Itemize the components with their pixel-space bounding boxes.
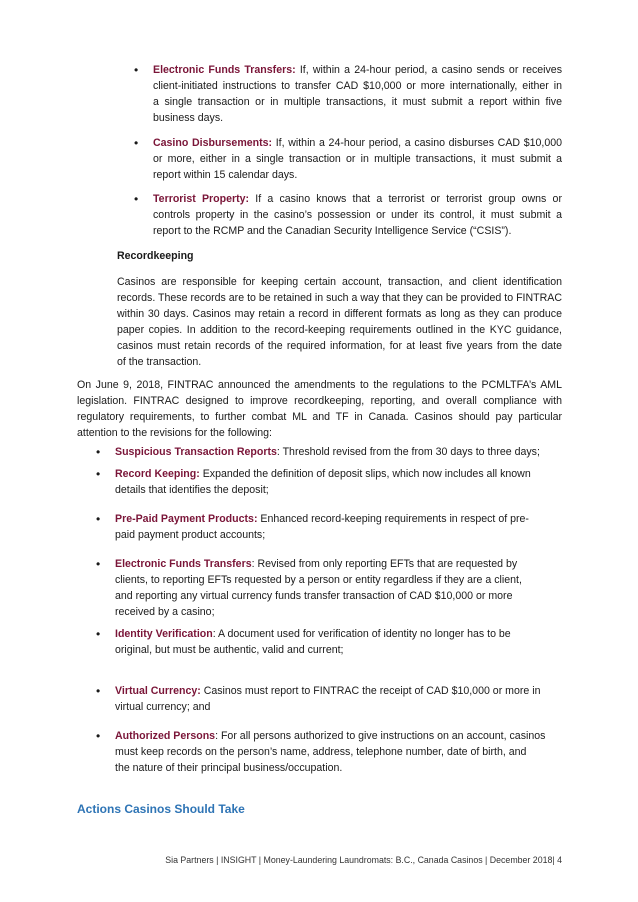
- bullet-line: Casino Disbursements: If, within a 24-hour period, a casino disburses CAD $10,000: [153, 137, 562, 149]
- recordkeeping-heading: Recordkeeping: [117, 250, 194, 262]
- bullet-line: Identity Verification: A document used for verification of identity no longer has to be: [115, 628, 511, 640]
- bullet-line: report within 15 calendar days.: [153, 169, 298, 181]
- bullet-line: or more, either in a single transaction or in multiple transactions, it must submit a: [153, 153, 562, 165]
- bullet-line: report to the RCMP and the Canadian Security Intelligence Service (“CSIS”).: [153, 225, 512, 237]
- bullet-line: a single transaction or in multiple transactions, it must submit a report within five: [153, 96, 562, 108]
- bullet-icon: •: [96, 627, 101, 641]
- paragraph-line: On June 9, 2018, FINTRAC announced the amendments to the regulations to the PCMLTFA’s AML: [77, 379, 562, 391]
- bullet-line: details that identifies the deposit;: [115, 484, 269, 496]
- bullet-icon: •: [134, 136, 139, 150]
- bullet-line: Authorized Persons: For all persons authorized to give instructions on an account, casinos: [115, 730, 546, 742]
- bullet-term: Record Keeping:: [115, 468, 200, 480]
- bullet-icon: •: [96, 467, 101, 481]
- bullet-term: Identity Verification: [115, 628, 213, 640]
- page-footer: Sia Partners | INSIGHT | Money-Laundering Laundromats: B.C., Canada Casinos | December 2018| 4: [165, 855, 562, 865]
- bullet-line: Pre-Paid Payment Products: Enhanced record-keeping requirements in respect of pre-: [115, 513, 529, 525]
- bullet-line: Record Keeping: Expanded the definition of deposit slips, which now includes all known: [115, 468, 531, 480]
- bullet-line: clients, to reporting EFTs requested by a person or entity regardless if they are a client,: [115, 574, 522, 586]
- bullet-line: Suspicious Transaction Reports: Threshold revised from the from 30 days to three days;: [115, 446, 540, 458]
- bullet-line: Terrorist Property: If a casino knows that a terrorist or terrorist group owns or: [153, 193, 562, 205]
- bullet-icon: •: [96, 445, 101, 459]
- bullet-icon: •: [96, 512, 101, 526]
- bullet-line: Electronic Funds Transfers: If, within a 24-hour period, a casino sends or receives: [153, 64, 562, 76]
- paragraph-line: paper copies. In addition to the record-keeping requirements outlined in the KYC guidance,: [117, 324, 562, 336]
- bullet-term: Casino Disbursements:: [153, 137, 273, 149]
- paragraph-line: of the transaction.: [117, 356, 202, 368]
- bullet-icon: •: [96, 557, 101, 571]
- bullet-line: virtual currency; and: [115, 701, 211, 713]
- section-heading: Actions Casinos Should Take: [77, 802, 245, 816]
- paragraph-line: legislation. FINTRAC designed to improve recordkeeping, reporting, and overall compliance with: [77, 395, 562, 407]
- paragraph-line: attention to the revisions for the following:: [77, 427, 272, 439]
- bullet-line: received by a casino;: [115, 606, 215, 618]
- bullet-line: paid payment product accounts;: [115, 529, 266, 541]
- paragraph-line: casinos must retain records of the required information, for at least five years from the date: [117, 340, 562, 352]
- bullet-line: client-initiated instructions to transfer CAD $10,000 or more internationally, either in: [153, 80, 562, 92]
- bullet-line: controls property in the casino’s possession or under its control, it must submit a: [153, 209, 562, 221]
- bullet-line: the nature of their principal business/occupation.: [115, 762, 343, 774]
- bullet-term: Electronic Funds Transfers: [115, 558, 252, 570]
- bullet-term: Electronic Funds Transfers:: [153, 64, 296, 76]
- bullet-line: must keep records on the person’s name, address, telephone number, date of birth, and: [115, 746, 527, 758]
- bullet-line: Electronic Funds Transfers: Revised from only reporting EFTs that are requested by: [115, 558, 518, 570]
- paragraph-line: records. These records are to be retained in such a way that they can be provided to FINTRAC: [117, 292, 562, 304]
- bullet-term: Pre-Paid Payment Products:: [115, 513, 258, 525]
- bullet-line: and reporting any virtual currency funds transfer transaction of CAD $10,000 or more: [115, 590, 513, 602]
- paragraph-line: regulatory requirements, to further combat ML and TF in Canada. Casinos should pay particular: [77, 411, 562, 423]
- bullet-term: Virtual Currency:: [115, 685, 201, 697]
- paragraph-line: within 30 days. Casinos may retain a record in different formats as long as they can produce: [117, 308, 562, 320]
- bullet-icon: •: [96, 729, 101, 743]
- bullet-line: Virtual Currency: Casinos must report to FINTRAC the receipt of CAD $10,000 or more in: [115, 685, 541, 697]
- bullet-icon: •: [134, 63, 139, 77]
- bullet-icon: •: [96, 684, 101, 698]
- paragraph-line: Casinos are responsible for keeping certain account, transaction, and client identification: [117, 276, 562, 288]
- bullet-term: Authorized Persons: [115, 730, 216, 742]
- bullet-term: Terrorist Property:: [153, 193, 250, 205]
- bullet-line: original, but must be authentic, valid and current;: [115, 644, 344, 656]
- bullet-term: Suspicious Transaction Reports: [115, 446, 277, 458]
- bullet-line: business days.: [153, 112, 224, 124]
- bullet-icon: •: [134, 192, 139, 206]
